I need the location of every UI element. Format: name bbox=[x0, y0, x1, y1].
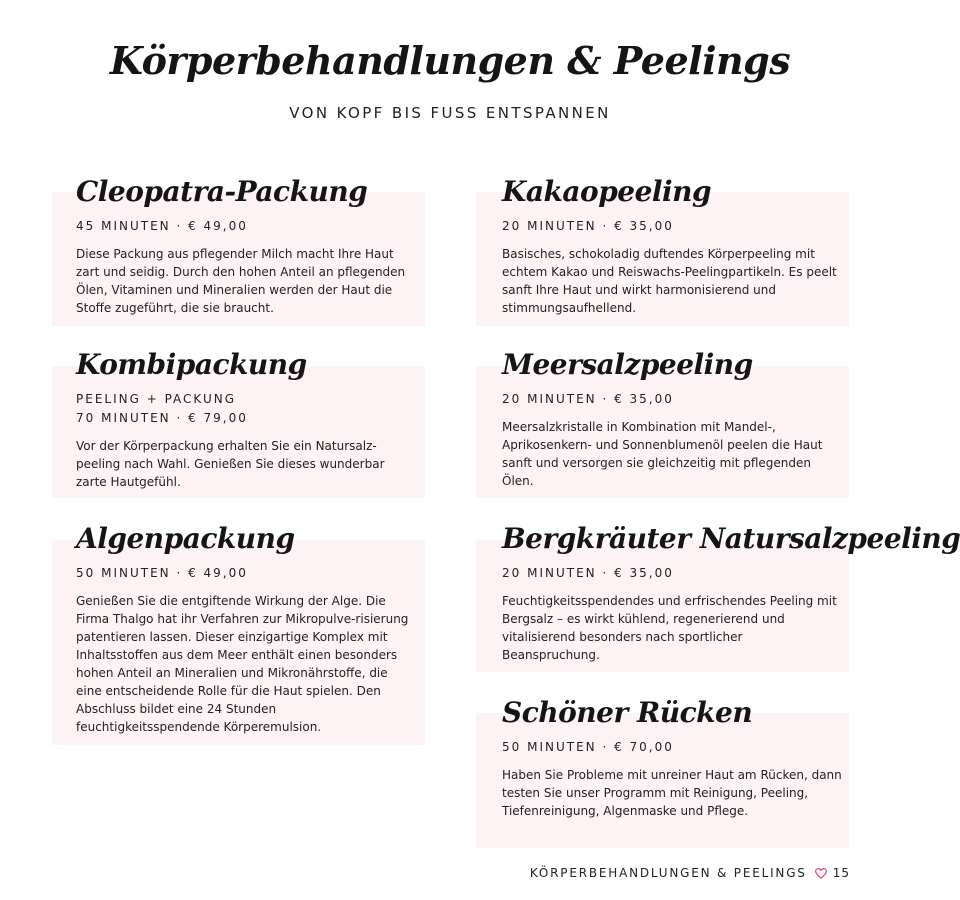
treatment-item bbox=[76, 522, 416, 736]
treatment-description: Genießen Sie die entgiftende Wirkung der Alge. Die Firma Thalgo hat ihr Verfahren zur Mikropulve-risierung patentieren lassen. Dieser einzigartige Komplex mit Inhaltsstoffen aus dem Meer enthält einen besonders hohen Anteil an Mineralien und Mikronährstoffe, die eine entscheidende Rolle für die Haut spielen. Den Abschluss bildet eine 24 Stunden feuchtigkeitsspendende Körperemulsion. bbox=[76, 594, 409, 734]
treatment-duration-price: 20 MINUTEN · € 35,00 bbox=[502, 392, 674, 406]
treatment-item bbox=[76, 175, 416, 317]
treatment-description: Haben Sie Probleme mit unreiner Haut am Rücken, dann testen Sie unser Programm mit Reinigung, Peeling, Tiefenreinigung, Algenmaske und Pflege. bbox=[502, 768, 842, 818]
treatment-description: Meersalzkristalle in Kombination mit Mandel-, Aprikosenkern- und Sonnenblumenöl peelen die Haut sanft und versorgen sie gleichzeitig mit pflegenden Ölen. bbox=[502, 420, 823, 488]
treatment-duration-price: 70 MINUTEN · € 79,00 bbox=[76, 411, 248, 425]
page-footer bbox=[530, 866, 850, 880]
treatment-item bbox=[502, 522, 960, 664]
page-number: 15 bbox=[832, 866, 850, 880]
treatment-subtitle: PEELING + PACKUNG bbox=[76, 392, 237, 406]
treatment-name: Algenpackung bbox=[76, 522, 295, 555]
treatment-name: Schöner Rücken bbox=[502, 696, 753, 729]
footer-section-title: KÖRPERBEHANDLUNGEN & PEELINGS bbox=[529, 866, 807, 880]
treatment-description: Vor der Körperpackung erhalten Sie ein Natursalz-peeling nach Wahl. Genießen Sie dieses wunderbar zarte Hautgefühl. bbox=[76, 439, 385, 489]
page-title: Körperbehandlungen & Peelings bbox=[109, 38, 791, 83]
treatment-duration-price: 45 MINUTEN · € 49,00 bbox=[76, 219, 248, 233]
treatment-duration-price: 20 MINUTEN · € 35,00 bbox=[502, 219, 674, 233]
treatment-description: Feuchtigkeitsspendendes und erfrischendes Peeling mit Bergsalz – es wirkt kühlend, regenerierend und vitalisierend besonders nach sportlicher Beanspruchung. bbox=[502, 594, 837, 662]
treatment-item bbox=[502, 696, 842, 820]
treatment-name: Kakaopeeling bbox=[502, 175, 712, 208]
treatment-name: Kombipackung bbox=[76, 348, 307, 381]
treatment-description: Basisches, schokoladig duftendes Körperpeeling mit echtem Kakao und Reiswachs-Peelingpartikeln. Es peelt sanft Ihre Haut und wirkt harmonisierend und stimmungsaufhellend. bbox=[502, 247, 837, 315]
treatment-duration-price: 20 MINUTEN · € 35,00 bbox=[502, 566, 674, 580]
treatment-item bbox=[502, 348, 842, 490]
heart-outline-icon bbox=[815, 868, 827, 879]
treatment-item bbox=[76, 348, 416, 491]
treatment-item bbox=[502, 175, 842, 317]
treatment-name: Cleopatra-Packung bbox=[76, 175, 368, 208]
treatment-name: Meersalzpeeling bbox=[502, 348, 753, 381]
treatment-duration-price: 50 MINUTEN · € 70,00 bbox=[502, 740, 674, 754]
treatment-description: Diese Packung aus pflegender Milch macht Ihre Haut zart und seidig. Durch den hohen Anteil an pflegenden Ölen, Vitaminen und Mineralien werden der Haut die Stoffe zugeführt, die sie braucht. bbox=[76, 247, 406, 315]
page-subtitle: VON KOPF BIS FUSS ENTSPANNEN bbox=[289, 104, 611, 122]
treatment-duration-price: 50 MINUTEN · € 49,00 bbox=[76, 566, 248, 580]
treatment-name: Bergkräuter Natursalzpeeling bbox=[502, 522, 960, 555]
